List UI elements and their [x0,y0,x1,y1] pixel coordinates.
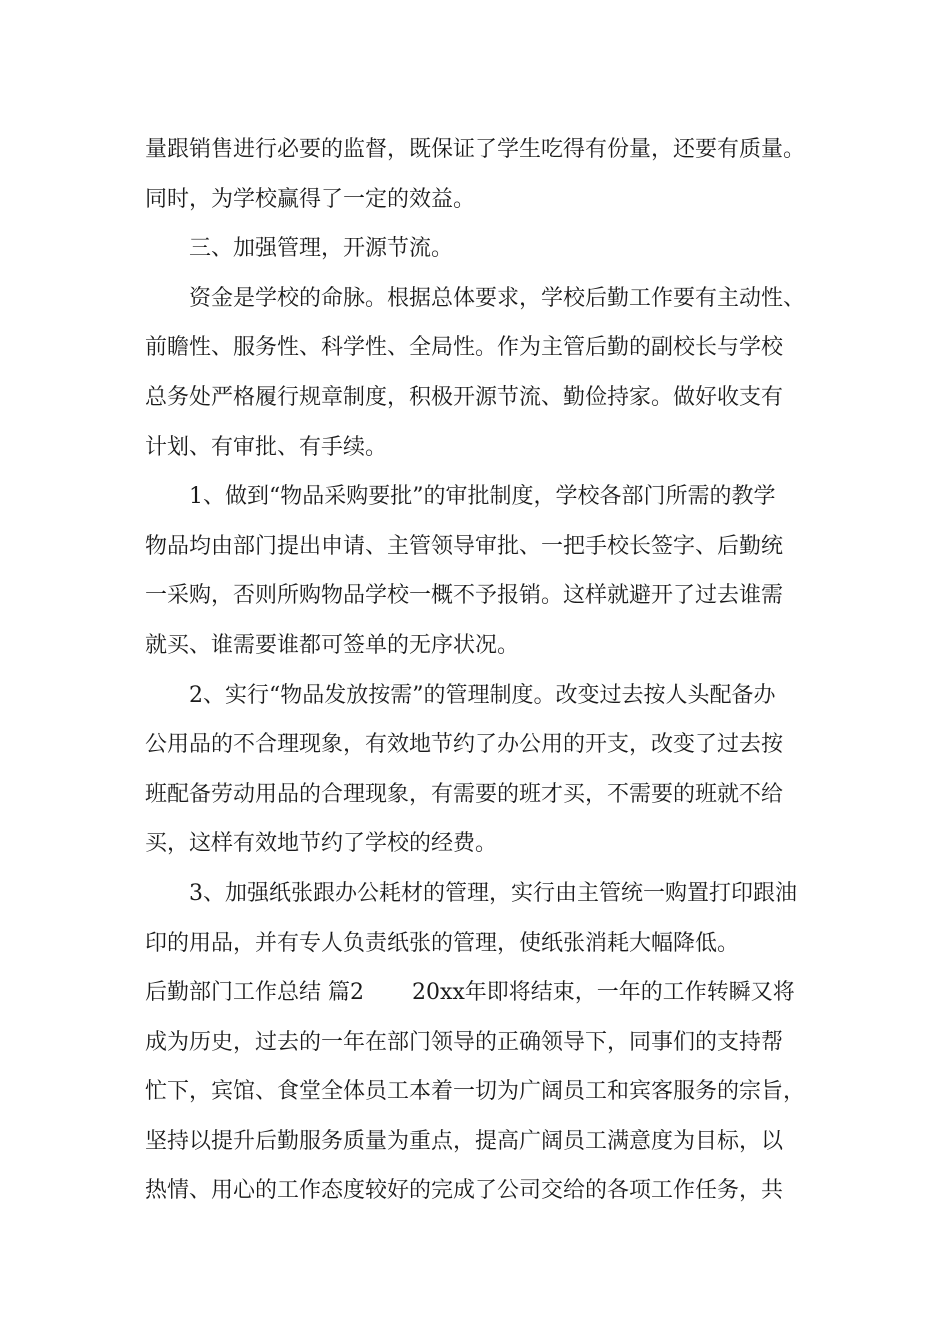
list-item-1: 1、做到“物品采购要批”的审批制度，学校各部门所需的教学 [189,484,776,510]
text-line: 总务处严格履行规章制度，积极开源节流、勤俭持家。做好收支有 [145,384,784,410]
text-line: 物品均由部门提出申请、主管领导审批、一把手校长签字、后勤统 [145,533,784,559]
text-line: 量跟销售进行必要的监督，既保证了学生吃得有份量，还要有质量。 [145,137,806,162]
text-line: 一采购，否则所购物品学校一概不予报销。这样就避开了过去谁需 [145,583,784,609]
text-line: 同时，为学校赢得了一定的效益。 [145,186,476,212]
text-line: 坚持以提升后勤服务质量为重点，提高广阔员工满意度为目标，以 [145,1128,784,1154]
text-line: 就买、谁需要谁都可签单的无序状况。 [145,632,520,658]
text-line: 前瞻性、服务性、科学性、全局性。作为主管后勤的副校长与学校 [145,335,784,361]
text-line: 计划、有审批、有手续。 [145,434,388,460]
text-line: 班配备劳动用品的合理现象，有需要的班才买，不需要的班就不给 [145,781,784,807]
document-body [145,125,825,1216]
text-line: 忙下，宾馆、食堂全体员工本着一切为广阔员工和宾客服务的宗旨， [145,1079,806,1105]
text-line: 成为历史，过去的一年在部门领导的正确领导下，同事们的支持帮 [145,1029,784,1055]
section-heading-management: 三、加强管理，开源节流。 [189,236,454,262]
text-line: 资金是学校的命脉。根据总体要求，学校后勤工作要有主动性、 [189,285,806,311]
section-title-line [145,968,825,1018]
text-line: 买，这样有效地节约了学校的经费。 [145,831,498,857]
text-line: 热情、用心的工作态度较好的完成了公司交给的各项工作任务，共 [145,1178,784,1204]
list-item-3: 3、加强纸张跟办公耗材的管理，实行由主管统一购置打印跟油 [189,880,797,906]
section-title: 后勤部门工作总结 篇2 [145,980,364,1006]
text-line: 公用品的不合理现象，有效地节约了办公用的开支，改变了过去按 [145,732,784,758]
section-first-line: 20xx年即将结束，一年的工作转瞬又将 [412,980,795,1006]
text-line: 印的用品，并有专人负责纸张的管理，使纸张消耗大幅降低。 [145,930,740,956]
list-item-2: 2、实行“物品发放按需”的管理制度。改变过去按人头配备办 [189,682,776,708]
